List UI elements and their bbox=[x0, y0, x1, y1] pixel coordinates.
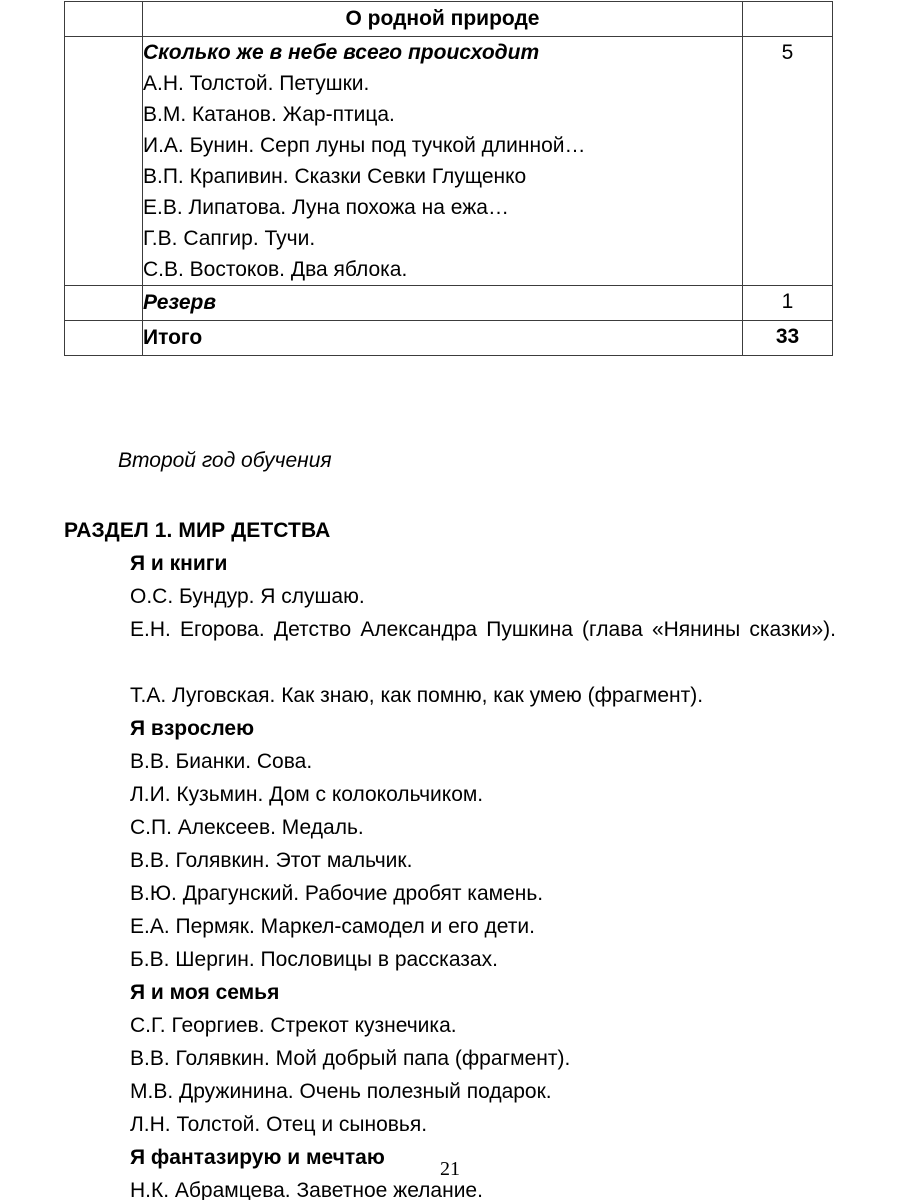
reading-entry: В.В. Голявкин. Этот мальчик. bbox=[130, 849, 413, 872]
work-item: А.Н. Толстой. Петушки. bbox=[143, 72, 370, 95]
table-cell-section-title: О родной природе bbox=[143, 2, 743, 37]
table-cell-total-label: Итого bbox=[143, 321, 743, 356]
page-number: 21 bbox=[440, 1158, 460, 1180]
theme-heading: Сколько же в небе всего происходит bbox=[143, 41, 540, 64]
group-heading: Я взрослею bbox=[130, 717, 255, 740]
table-row-theme bbox=[65, 37, 833, 286]
work-item: С.В. Востоков. Два яблока. bbox=[143, 258, 408, 281]
work-item: В.М. Катанов. Жар-птица. bbox=[143, 103, 395, 126]
reading-entry: С.П. Алексеев. Медаль. bbox=[130, 816, 364, 839]
table-cell-number bbox=[65, 2, 143, 37]
reading-entry: В.В. Голявкин. Мой добрый папа (фрагмент). bbox=[130, 1047, 571, 1070]
reading-entry: Б.В. Шергин. Пословицы в рассказах. bbox=[130, 948, 498, 971]
curriculum-table-container bbox=[64, 1, 832, 356]
page-content bbox=[64, 446, 836, 1200]
table-cell-hours: 1 bbox=[743, 286, 833, 321]
table-cell-hours bbox=[743, 2, 833, 37]
reading-entry: Е.А. Пермяк. Маркел-самодел и его дети. bbox=[130, 915, 535, 938]
table-cell-theme-content bbox=[143, 37, 743, 286]
reading-entry: М.В. Дружинина. Очень полезный подарок. bbox=[130, 1080, 552, 1103]
group-heading: Я и книги bbox=[130, 552, 228, 575]
reading-entry: Е.Н. Егорова. Детство Александра Пушкина (глава «Нянины сказки»). bbox=[130, 618, 836, 641]
table-row-section-title bbox=[65, 2, 833, 37]
work-item: Г.В. Сапгир. Тучи. bbox=[143, 227, 316, 250]
table-cell-reserve-label: Резерв bbox=[143, 286, 743, 321]
table-cell-number bbox=[65, 286, 143, 321]
curriculum-table bbox=[64, 1, 833, 356]
table-cell-number bbox=[65, 37, 143, 286]
table-cell-hours: 5 bbox=[743, 37, 833, 286]
reading-entry: О.С. Бундур. Я слушаю. bbox=[130, 585, 365, 608]
table-row-total bbox=[65, 321, 833, 356]
reading-entry: Л.И. Кузьмин. Дом с колокольчиком. bbox=[130, 783, 484, 806]
reading-entry: В.В. Бианки. Сова. bbox=[130, 750, 313, 773]
work-item: И.А. Бунин. Серп луны под тучкой длинной… bbox=[143, 134, 586, 157]
section-title: РАЗДЕЛ 1. МИР ДЕТСТВА bbox=[64, 519, 331, 542]
work-item: Е.В. Липатова. Луна похожа на ежа… bbox=[143, 196, 509, 219]
year-label: Второй год обучения bbox=[118, 449, 332, 472]
group-heading: Я и моя семья bbox=[130, 981, 280, 1004]
reading-entry: Т.А. Луговская. Как знаю, как помню, как умею (фрагмент). bbox=[130, 684, 704, 707]
reading-entry: С.Г. Георгиев. Стрекот кузнечика. bbox=[130, 1014, 457, 1037]
group-heading: Я фантазирую и мечтаю bbox=[130, 1146, 385, 1169]
reading-entry: В.Ю. Драгунский. Рабочие дробят камень. bbox=[130, 882, 544, 905]
reading-entry: Н.К. Абрамцева. Заветное желание. bbox=[130, 1179, 483, 1200]
table-cell-number bbox=[65, 321, 143, 356]
table-row-reserve bbox=[65, 286, 833, 321]
table-cell-hours: 33 bbox=[743, 321, 833, 356]
work-item: В.П. Крапивин. Сказки Севки Глущенко bbox=[143, 165, 527, 188]
reading-entry: Л.Н. Толстой. Отец и сыновья. bbox=[130, 1113, 428, 1136]
